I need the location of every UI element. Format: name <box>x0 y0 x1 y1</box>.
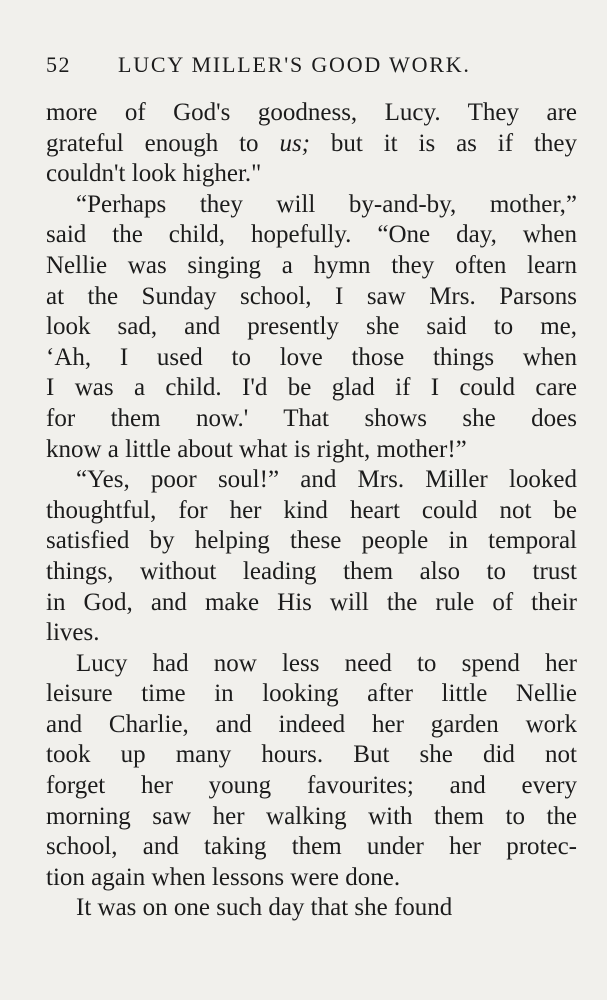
paragraph <box>46 649 577 894</box>
running-head <box>46 50 577 80</box>
text-line: I was a child. I'd be glad if I could care <box>46 374 577 402</box>
text-line: “Perhaps they will by-and-by, mother,” <box>76 190 577 218</box>
text-line: It was on one such day that she found <box>76 894 453 922</box>
text-line: morning saw her walking with them to the <box>46 802 577 830</box>
text-line: for them now.' That shows she does <box>46 404 577 432</box>
text-line: tion again when lessons were done. <box>46 863 401 891</box>
text-line: school, and taking them under her protec- <box>46 833 577 861</box>
text-line: forget her young favourites; and every <box>46 772 577 800</box>
emphasis-text: us; <box>279 129 311 157</box>
paragraph <box>46 190 577 465</box>
text-line: things, without leading them also to trust <box>46 557 577 585</box>
text-line: Lucy had now less need to spend her <box>76 649 577 677</box>
paragraph <box>46 98 577 190</box>
text-line: look sad, and presently she said to me, <box>46 313 577 341</box>
text-line: more of God's goodness, Lucy. They are <box>46 99 577 126</box>
paragraph <box>46 465 577 649</box>
text-line: leisure time in looking after little Nellie <box>46 680 577 708</box>
text-line: know a little about what is right, mother!” <box>46 435 467 463</box>
text-line: and Charlie, and indeed her garden work <box>46 710 577 738</box>
text-line: thoughtful, for her kind heart could not be <box>46 496 577 524</box>
text-line: ‘Ah, I used to love those things when <box>46 343 577 371</box>
text-line: satisfied by helping these people in temporal <box>46 527 577 555</box>
page-number: 52 <box>46 52 71 77</box>
text-line: took up many hours. But she did not <box>46 741 577 769</box>
text-segment: grateful enough to <box>46 129 280 157</box>
text-line: “Yes, poor soul!” and Mrs. Miller looked <box>76 466 577 494</box>
body-text <box>46 98 577 924</box>
paragraph <box>46 893 577 924</box>
text-line: couldn't look higher." <box>46 160 262 188</box>
text-line: said the child, hopefully. “One day, when <box>46 221 577 249</box>
text-line: in God, and make His will the rule of their <box>46 588 577 616</box>
text-line: lives. <box>46 619 100 647</box>
text-segment: but it is as if they <box>310 129 577 157</box>
text-line: at the Sunday school, I saw Mrs. Parsons <box>46 282 577 310</box>
text-line <box>46 129 577 160</box>
text-line: Nellie was singing a hymn they often learn <box>46 251 577 279</box>
running-title: LUCY MILLER'S GOOD WORK. <box>118 52 471 77</box>
